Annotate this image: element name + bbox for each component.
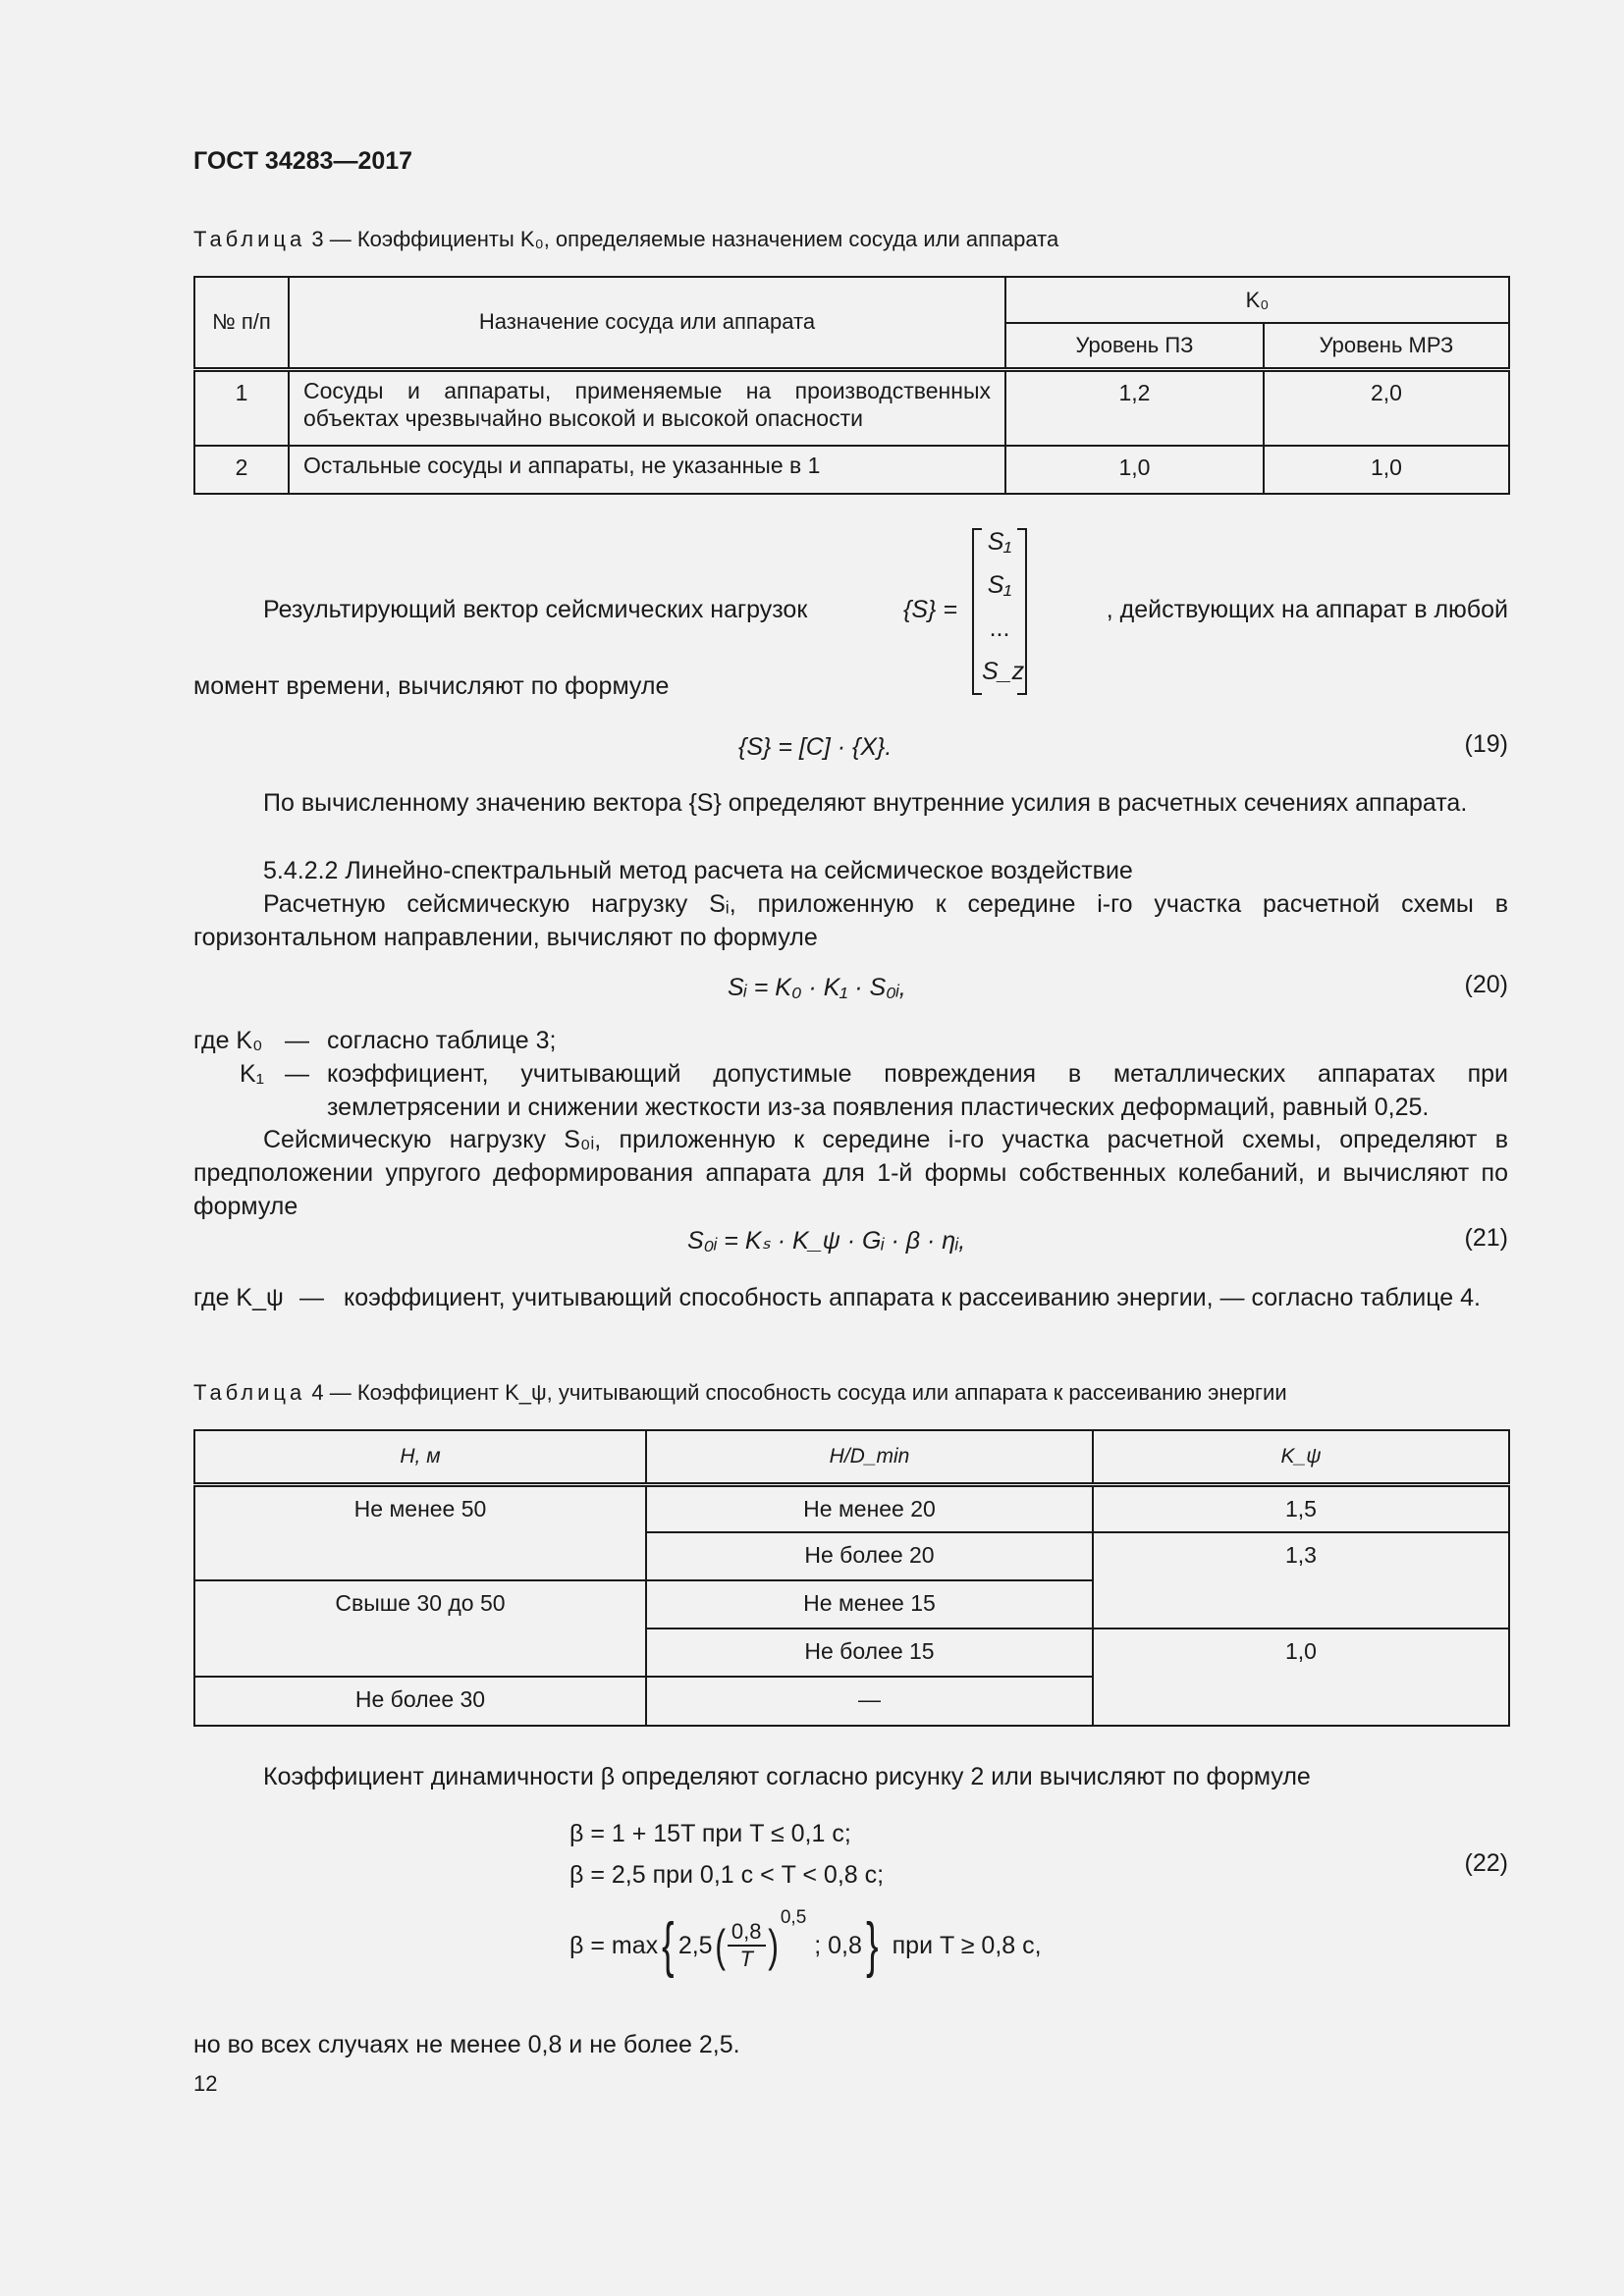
- eq22-fraction: [728, 1919, 766, 1972]
- table4-cell-h: Не менее 50: [194, 1484, 646, 1580]
- equation-22-line3: [569, 1906, 1042, 1985]
- table3-caption-prefix: Таблица: [193, 227, 306, 251]
- table3-caption: [193, 227, 1058, 252]
- table3-cell-pz: 1,2: [1005, 369, 1264, 446]
- table4-cell-k: 1,0: [1093, 1629, 1509, 1726]
- table4-header-hd: H/D_min: [646, 1430, 1093, 1484]
- section-5422-heading: 5.4.2.2 Линейно-спектральный метод расчета на сейсмическое воздействие: [263, 857, 1133, 884]
- table4-caption-text: 4 — Коэффициент K_ψ, учитывающий способность сосуда или аппарата к рассеиванию энергии: [311, 1380, 1287, 1405]
- matrix-cell: S₁: [987, 571, 1012, 599]
- equation-19: {S} = [C] · {X}.: [738, 733, 893, 761]
- where1-label: где K₀: [193, 1027, 263, 1054]
- table3-header-purpose: Назначение сосуда или аппарата: [289, 277, 1005, 369]
- table4-cell-hd: Не более 20: [646, 1532, 1093, 1580]
- para1-line2: момент времени, вычисляют по формуле: [193, 672, 670, 700]
- table3-header-num: № п/п: [194, 277, 289, 369]
- table3-cell-pz: 1,0: [1005, 446, 1264, 494]
- para3: Расчетную сейсмическую нагрузку Sᵢ, приложенную к середине i-го участка расчетной схемы в горизонтальном направлении, вычисляют по формуле: [193, 890, 1508, 951]
- equation-21-number: (21): [1464, 1224, 1508, 1252]
- matrix-cell: S₁: [987, 528, 1012, 556]
- table-row: [194, 369, 1509, 446]
- table-row: [194, 1484, 1509, 1532]
- eq22-tail: при T ≥ 0,8 с,: [892, 1932, 1042, 1959]
- para1-lead: Результирующий вектор сейсмических нагрузок: [263, 596, 808, 623]
- eq22-mid: ; 0,8: [814, 1932, 862, 1959]
- equation-20-number: (20): [1464, 971, 1508, 998]
- matrix-cell: S_z: [982, 658, 1025, 685]
- eq22-exponent: 0,5: [780, 1907, 807, 1928]
- equation-22-line1: β = 1 + 15T при T ≤ 0,1 с;: [569, 1820, 851, 1847]
- eq22-lhs: β = max: [569, 1932, 659, 1959]
- table4-cell-hd: —: [646, 1677, 1093, 1726]
- table3-caption-text: 3 — Коэффициенты K₀, определяемые назначением сосуда или аппарата: [311, 227, 1059, 251]
- table4-cell-hd: Не более 15: [646, 1629, 1093, 1677]
- document-header: ГОСТ 34283—2017: [193, 147, 413, 175]
- seismic-load-matrix: [972, 528, 1027, 695]
- where3-label: где K_ψ: [193, 1284, 284, 1311]
- equation-21: S₀ᵢ = Kₛ · K_ψ · Gᵢ · β · ηᵢ,: [687, 1227, 966, 1255]
- eq22-coef: 2,5: [677, 1932, 713, 1959]
- table3-cell-mrz: 1,0: [1264, 446, 1509, 494]
- table4-cell-k: 1,3: [1093, 1532, 1509, 1629]
- table3-header-k0: K₀: [1005, 277, 1509, 323]
- where3-text: коэффициент, учитывающий способность аппарата к рассеиванию энергии, — согласно таблице 4.: [344, 1284, 1481, 1311]
- table3-cell-purpose: Сосуды и аппараты, применяемые на производственных объектах чрезвычайно высокой и высокой опасности: [289, 369, 1005, 446]
- eq22-right-brace: }: [866, 1911, 879, 1979]
- table3: [193, 276, 1510, 495]
- where2-dash: —: [285, 1060, 309, 1088]
- where1-dash: —: [285, 1027, 309, 1054]
- matrix-cell: ...: [989, 614, 1010, 642]
- table3-cell-purpose: Остальные сосуды и аппараты, не указанные в 1: [289, 446, 1005, 494]
- where2-label: K₁: [240, 1060, 265, 1088]
- table4-header-k: K_ψ: [1093, 1430, 1509, 1484]
- table4-cell-h: Свыше 30 до 50: [194, 1580, 646, 1677]
- para1-tail: , действующих на аппарат в любой: [1106, 596, 1508, 623]
- where1-text: согласно таблице 3;: [327, 1027, 557, 1054]
- table4-cell-hd: Не менее 15: [646, 1580, 1093, 1629]
- equation-20: Sᵢ = K₀ · K₁ · S₀ᵢ,: [728, 974, 906, 1001]
- table4-caption: [193, 1380, 1287, 1406]
- table3-header-mrz: Уровень МРЗ: [1264, 323, 1509, 369]
- para1-formula-lhs: {S} =: [903, 596, 957, 623]
- table4-header-h: H, м: [194, 1430, 646, 1484]
- equation-22-line2: β = 2,5 при 0,1 с < T < 0,8 с;: [569, 1861, 885, 1889]
- equation-22-number: (22): [1464, 1849, 1508, 1877]
- page-number: 12: [193, 2071, 218, 2096]
- para4: Сейсмическую нагрузку S₀ᵢ, приложенную к середине i-го участка расчетной схемы, определяют в предположении упругого деформирования аппарата для 1-й формы собственных колебаний, и вычисляют по формуле: [193, 1126, 1508, 1220]
- eq22-frac-num: 0,8: [728, 1919, 766, 1947]
- table4-cell-hd: Не менее 20: [646, 1484, 1093, 1532]
- eq22-frac-den: T: [739, 1947, 753, 1971]
- table4-caption-prefix: Таблица: [193, 1380, 306, 1405]
- table3-cell-num: 1: [194, 369, 289, 446]
- eq22-right-paren: ): [767, 1920, 779, 1971]
- table3-header-pz: Уровень ПЗ: [1005, 323, 1264, 369]
- table4-cell-h: Не более 30: [194, 1677, 646, 1726]
- where3-dash: —: [299, 1284, 324, 1311]
- eq22-left-brace: {: [662, 1911, 675, 1979]
- matrix-left-bracket: [972, 528, 982, 695]
- para2: По вычисленному значению вектора {S} определяют внутренние усилия в расчетных сечениях аппарата.: [263, 789, 1468, 817]
- para6: но во всех случаях не менее 0,8 и не более 2,5.: [193, 2031, 740, 2058]
- table4-cell-k: 1,5: [1093, 1484, 1509, 1532]
- table4: [193, 1429, 1510, 1727]
- table3-cell-num: 2: [194, 446, 289, 494]
- para5: Коэффициент динамичности β определяют согласно рисунку 2 или вычисляют по формуле: [263, 1763, 1311, 1790]
- eq22-left-paren: (: [714, 1920, 726, 1971]
- equation-19-number: (19): [1464, 730, 1508, 758]
- table3-cell-mrz: 2,0: [1264, 369, 1509, 446]
- where2-text: коэффициент, учитывающий допустимые повреждения в металлических аппаратах при землетрясении и снижении жесткости из-за появления пластических деформаций, равный 0,25.: [327, 1060, 1508, 1121]
- table-row: [194, 446, 1509, 494]
